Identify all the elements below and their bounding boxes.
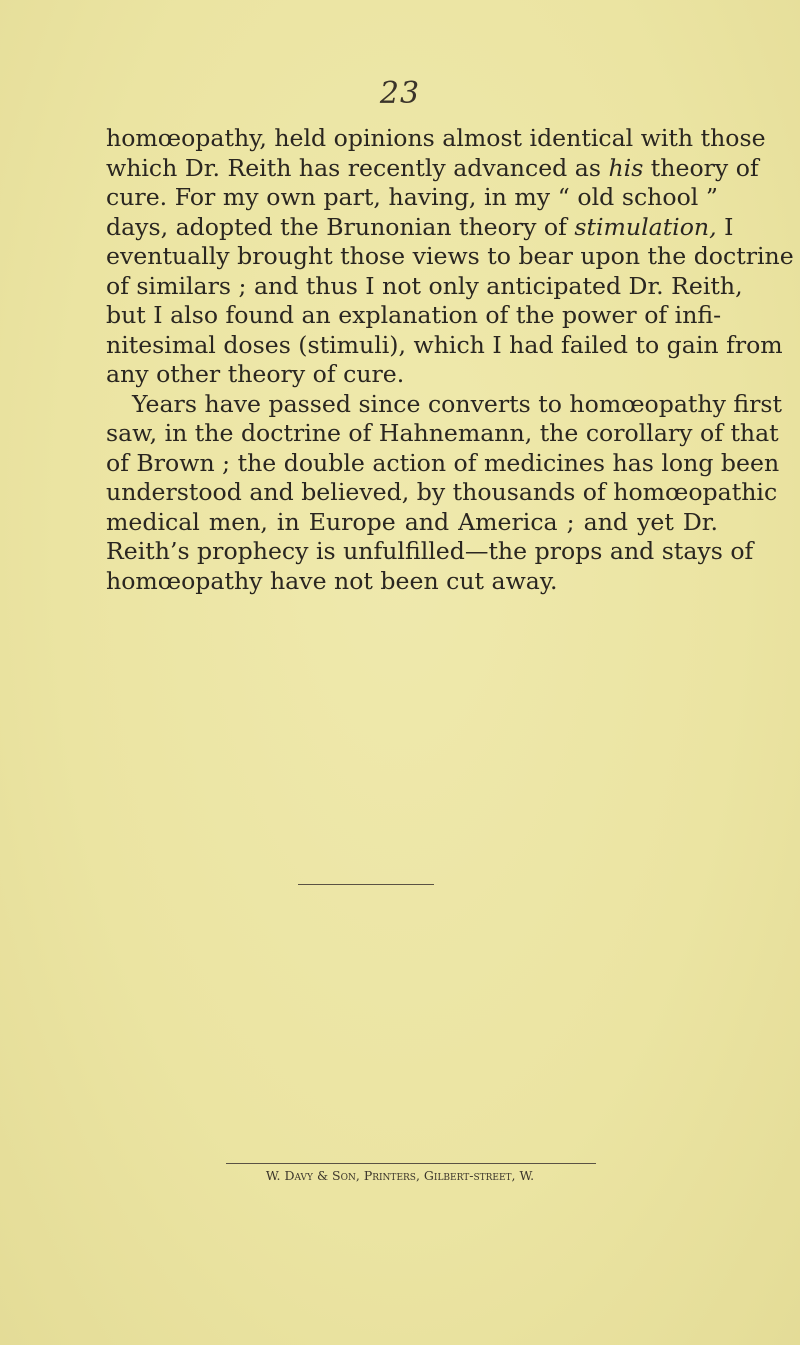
text-line: medical men, in Europe and America ; and yet Dr. <box>106 507 718 536</box>
text-line: any other theory of cure. <box>106 360 405 388</box>
text-line: Years have passed since converts to homœopathy first <box>132 389 783 418</box>
text-run: which Dr. Reith has recently advanced as <box>106 153 609 182</box>
text-line: saw, in the doctrine of Hahnemann, the corollary of that <box>106 419 779 447</box>
text-line: understood and believed, by thousands of homœopathic <box>106 478 778 506</box>
text-run: I <box>716 212 734 241</box>
text-run: days, adopted the Brunonian theory of <box>106 212 575 241</box>
text-line: homœopathy have not been cut away. <box>106 566 558 595</box>
text-line: nitesimal doses (stimuli), which I had failed to gain from <box>106 330 783 359</box>
section-divider <box>298 884 434 885</box>
page-number: 23 <box>379 76 421 111</box>
text-line: eventually brought those views to bear upon the doctrine <box>106 242 794 270</box>
text-line: but I also found an explanation of the power of infi- <box>106 301 722 329</box>
imprint-rule <box>226 1163 596 1164</box>
printer-imprint: W. Davy & Son, Printers, Gilbert-street, W. <box>265 1168 535 1183</box>
emphasis-text: stimulation, <box>574 212 717 241</box>
text-line <box>106 153 759 184</box>
paragraph-2 <box>106 389 783 597</box>
body-text <box>106 124 794 596</box>
text-line: Reith’s prophecy is unfulfilled—the props and stays of <box>106 537 754 565</box>
text-line: of similars ; and thus I not only anticipated Dr. Reith, <box>106 271 743 300</box>
emphasis-text: his <box>608 153 644 182</box>
text-line <box>106 212 734 243</box>
paragraph-1 <box>106 124 794 390</box>
text-line: of Brown ; the double action of medicines has long been <box>106 448 780 477</box>
text-run: theory of <box>643 153 759 182</box>
text-line: cure. For my own part, having, in my “ old school ” <box>106 183 718 211</box>
text-line: homœopathy, held opinions almost identical with those <box>106 124 766 152</box>
